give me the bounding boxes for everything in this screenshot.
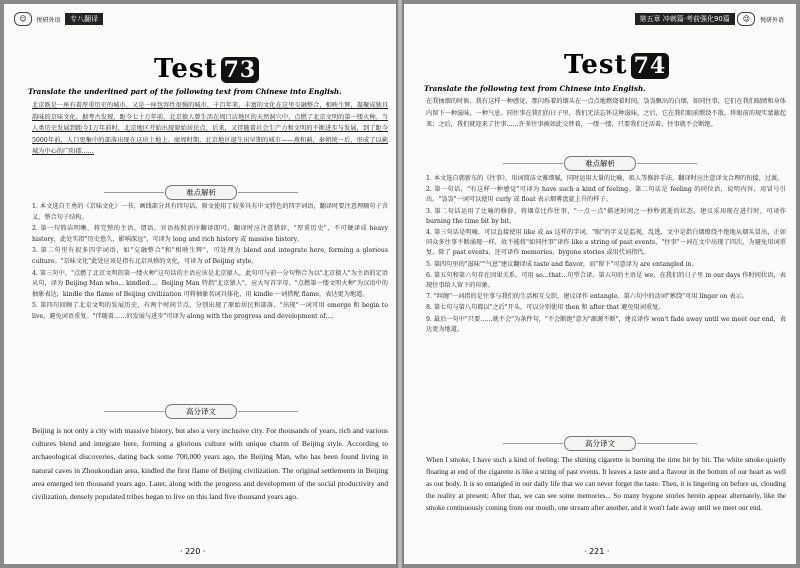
note-item: 4. 第三句话是明喻，可以直接使用 like 或 as 这样的字词，"眼"的字义是监视，乱逃，文中是指白烟缭绕不绝地从烟头冒出，正如同众多往事不断涌现一样，故不能将"如同往事"译作 like a string of past events，"往事"一词在文中出现了四次，为避免用词重复，除了 past events，还可译作 memories，bygone stories 或用代词指代。 [426, 229, 786, 257]
test-word: Test [154, 54, 218, 84]
logo-icon: ☺ [14, 12, 32, 26]
note-item: 1. 本文选自韩新东的《往事》，用词简洁文雅细腻，同时运用大量的比喻，拟人等修辞手法，翻译时应注意译文合理的衔接，过渡。 [426, 175, 784, 182]
note-item: 2. 第一句简洁明晰，将完整的主语、谓语、宾语按照语序翻译即可。翻译时应注意措辞，"厚重历史"，不可硬译成 heavy history，此处实指"历史悠久，影响深远"，可译为 long and rich history 或 massive history。 [32, 225, 388, 243]
logo-icon: ☺ [737, 12, 755, 26]
test-title [564, 50, 669, 80]
section-tag: 第五章 冲刺篇·考前强化90篇 [635, 13, 735, 25]
instruction: Translate the following text from Chinese into English. [424, 84, 646, 93]
test-word: Test [564, 50, 628, 80]
left-header [14, 12, 103, 26]
note-item: 5. 第四句里的"滋味""气息"建议翻译成 taste and flavor，而"留下"可意译为 are entangled in。 [426, 260, 698, 268]
logo-text: 悦研外语 [759, 16, 784, 24]
left-page [4, 4, 396, 564]
test-number: 74 [631, 53, 670, 79]
page-number: · 220 · [180, 547, 206, 556]
model-translation: Beijing is not only a city with massive history, but also a very inclusive city. For thousands of years, rich and various cultures blend and integrate here, forming a glorious culture with unique charm of Beijing style. According to archaeological discoveries, dating back some 700,000 years ago, the Beijing Man, who has been found living in natural caves in Zhoukoudian area, kindled the first flame of Beijing civilization. The original settlements in Beijing area emerged ten thousand years ago. Later, along with the progress and development of the social productivity and civilization, densely populated tribes began to live on this land five thousand years ago. [32, 426, 388, 502]
instruction: Translate the underlined part of the following text from Chinese into English. [28, 87, 342, 96]
model-heading: 高分译文 [564, 436, 636, 451]
right-page [404, 4, 796, 564]
section-tag: 专八翻译 [65, 13, 103, 25]
note-item: 4. 第三句中，"点燃了北京文明的第一缕火种"这句话的主语应该是北京猿人，此句可与前一分句整合为以"北京猿人"为主语的定语从句，译为 Beijing Man who... kindled...。Beijing Man 特指"北京猿人"，应大写首字母。"点燃第一缕文明火种"为汉语中的抽象表达，kindle the flame of Beijing civilization 可将抽象名词具体化，用 kindle 一词搭配 flame，表达更为地道。 [32, 269, 388, 298]
test-number: 73 [221, 57, 260, 83]
source-text: 在我抽烟的时候，我有这样一种感觉，那闪烁着的烟头在一点点地燃烧着时间，袅袅飘出的白烟，如同往事，它们在我们眼睛和身体内留下一种滋味，一种气息。同往事在我们的日子里，我们无法忘怀这种滋味，之后，它在我们眼前缭绕不散，将眼前的现实蒙蔽起来；之后，我们就迎来了往事……许多往事被如此交替着，一缕一缕，只要我们还活着，往事就不会断绝。 [426, 98, 786, 128]
source-text: 北京既是一座有着厚重历史的城市，又是一座包容性很强的城市，千百年来，丰富的文化在这里交融整合，相映生辉，凝聚成独具韵味的京味文化。据考古发现，距今七十万年前，北京猿人曾生活在周口店地区的天然洞穴中，点燃了北京文明的第一缕火种。当人类历史发展到距今1万年前时，北京地区开始出现原始居民点，后来，又伴随着社会生产力和文明的不断进步与发展，到了距今5000年前，人口更集中的部落出现在这块土地上。商周时期，北京地区诞生出早期的城市——燕和蓟，秦朝统一后，形成了以蓟城为中心的广阳郡…… [32, 102, 388, 155]
book-gutter [396, 0, 404, 568]
note-item: 7. "纠缠"一词指的是往事与我们的生活相互交织，建议译作 entangle。第六句中的动词"萦绕"可用 linger on 表示。 [426, 293, 749, 301]
note-item: 9. 最后一句中"只要……就不会"为条件句，"不会断绝"意为"源源不断"，建议译作 won't fade away until we meet our end，表达更为地道。 [426, 315, 786, 333]
note-item: 8. 第七句与第八句都以"之后"开头，可以分别使用 then 和 after that 避免用词重复。 [426, 304, 665, 312]
model-translation: When I smoke, I have such a kind of feeling: The shining cigarette is burning the time bit by bit. The white smoke quietly floating at end of the cigarette is like a string of past events. It leaves a taste and a flavour in the bottom of our heart as well as our body. It is so entangled in our daily life that we can never forget the taste. Then, it is lingering on before us, clouding the reality at present; After that, we can see some memories... So many bygone stories herein appear alternately, like the smoke continuously coming from our mouth, one stream after another, and it won't fade away until we meet our end. [426, 456, 786, 512]
notes-list [32, 202, 388, 324]
page-number: · 221 · [584, 547, 610, 556]
note-item: 2. 第一句话，"有这样一种感觉"可译为 have such a kind of feeling。第二句话是 feeling 的同位语，说明内容，用冒号引出。"袅袅"一词可以使用 curly 或 float 表示烟雾盘旋上升的样子。 [426, 186, 786, 204]
note-item: 5. 第四句回顾了北京文明的发展历史，有两个时间节点，分别出现了原始居民和部落，"出现"一词可用 emerge 和 begin to live，避免词语重复。"伴随着……的发展与进步"可译为 along with the progress and development of...。 [32, 302, 388, 320]
test-title [154, 54, 259, 84]
notes-heading: 难点解析 [165, 185, 237, 200]
note-item: 6. 第五句和第六句存在因果关系，可用 so...that...句型合译。第五句的主语是 we，在我们的日子里 in our days 作时间状语，表现往事给人留下的印象。 [426, 271, 786, 290]
note-item: 3. 第二句里有很多四字词语，如"交融整合"和"相映生辉"，可处理为 blend and integrate here, forming a glorious culture。"京味文化"此处应该是指有北京风格的文化，可译为 of Beijing style。 [32, 247, 388, 265]
notes-list [426, 174, 786, 336]
note-item: 3. 第二句话运用了比喻的修辞，将烟草比作往事，"一点一点"描述时间之一秒秒流逝的状态，建议采用现在进行时，可译作 burning the time bit by bit。 [426, 207, 786, 225]
right-header [635, 12, 786, 26]
model-heading: 高分译文 [165, 404, 237, 419]
logo-text: 悦研外语 [36, 16, 61, 24]
notes-heading: 难点解析 [564, 156, 636, 171]
note-item: 1. 本文选自王勇的《京味文化》一书，画线部分共有四句话，原文使用了较多具有中文特色的四字词语，翻译时要注意理顺句子含义，整合句子结构。 [32, 203, 388, 221]
